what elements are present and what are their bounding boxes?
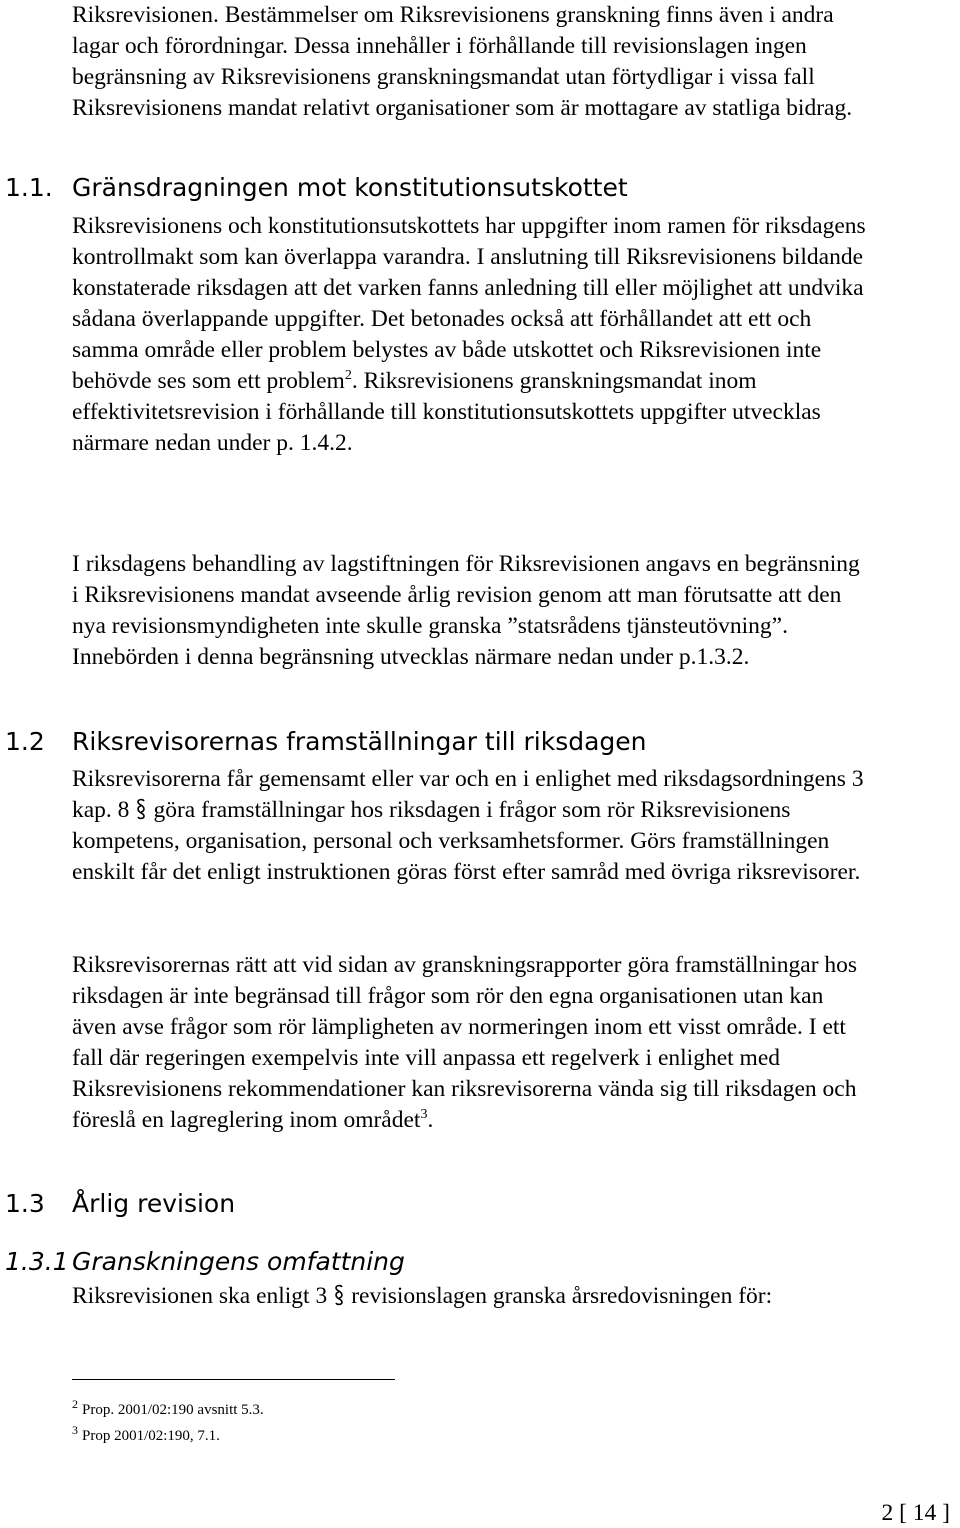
heading-1-1 — [5, 172, 628, 204]
footnote-divider — [72, 1379, 395, 1380]
footnote-text: Prop. 2001/02:190 avsnitt 5.3. — [82, 1402, 264, 1418]
footnote-ref-3: 3 — [420, 1107, 428, 1123]
paragraph-text: Riksrevisionens och konstitutionsutskottets har uppgifter inom ramen för riksdagens kontrollmakt som kan överlappa varandra. I anslutning till Riksrevisionens bildande konstaterade riksdagen att det varken fanns anledning till eller möjlighet att undvika sådana överlappande uppgifter. Det betonades också att förhållandet att ett och samma område eller problem belystes av både utskottet och Riksrevisionen inte behövde ses som ett problem — [72, 213, 866, 394]
heading-title: Årlig revision — [72, 1189, 236, 1218]
heading-1-3 — [5, 1188, 235, 1220]
heading-number: 1.1. — [5, 173, 53, 202]
paragraph-text: Riksrevisorernas rätt att vid sidan av granskningsrapporter göra framställningar hos riksdagen är inte begränsad till frågor som rör den egna organisationen utan kan även avse frågor som rör lämpligheten av normeringen inom ett visst område. I ett fall där regeringen exempelvis inte vill anpassa ett regelverk i enlighet med Riksrevisionens rekommendationer kan riksrevisorerna vända sig till riksdagen och föreslå en lagreglering inom området — [72, 952, 858, 1133]
heading-number: 1.3.1 — [5, 1247, 69, 1276]
heading-title: Riksrevisorernas framställningar till riksdagen — [72, 727, 647, 756]
quoted-text: statsrådens tjänsteutövning — [517, 613, 772, 639]
page-number: 2 [ 14 ] — [881, 1500, 950, 1526]
footnote-text: Prop 2001/02:190, 7.1. — [82, 1428, 220, 1444]
paragraph-text: . Riksrevisionens granskningsmandat inom effektivitetsrevision i förhållande till konstitutionsutskottets uppgifter utvecklas närmare nedan under p. 1.4.2. — [72, 368, 821, 456]
paragraph-1-3-1 — [72, 1281, 872, 1312]
paragraph-text: . Innebörden i denna begränsning utvecklas närmare nedan under p.1.3.2. — [72, 613, 788, 670]
paragraph-text: revisionslagen granska årsredovisningen för: — [351, 1283, 773, 1309]
paragraph-text: . — [427, 1107, 434, 1133]
footnote-2 — [72, 1394, 264, 1420]
intro-paragraph: Riksrevisionen. Bestämmelser om Riksrevisionens granskning finns även i andra lagar och förordningar. Dessa innehåller i förhållande till revisionslagen ingen begränsning av Riksrevisionens granskningsmandat utan förtydligar i vissa fall Riksrevisionens mandat relativt organisationer som är mottagare av statliga bidrag. — [72, 2, 853, 121]
heading-title: Granskningens omfattning — [72, 1247, 405, 1276]
quote-mark: ” — [507, 613, 518, 639]
paragraph-text: göra framställningar hos riksdagen i frågor som rör Riksrevisionens kompetens, organisation, personal och verksamhetsformer. Görs framställningen enskilt får det enligt instruktionen göras först efter samråd med övriga riksrevisorer. — [72, 797, 861, 885]
heading-number: 1.3 — [5, 1189, 45, 1218]
paragraph-1-1-a — [72, 211, 872, 459]
footnote-mark: 3 — [72, 1423, 78, 1437]
paragraph-text: Riksrevisionen ska enligt 3 — [72, 1283, 328, 1309]
section-sign-icon — [133, 797, 149, 821]
heading-1-3-1 — [5, 1246, 405, 1278]
footnote-3 — [72, 1420, 220, 1446]
heading-1-2 — [5, 726, 647, 758]
heading-number: 1.2 — [5, 727, 45, 756]
paragraph-1-1-b — [72, 549, 872, 673]
paragraph-text: I riksdagens behandling av lagstiftningen för Riksrevisionen angavs en begränsning i Riksrevisionens mandat avseende årlig revision genom att man förutsatte att den nya revisionsmyndigheten inte skulle granska — [72, 551, 860, 639]
section-sign-icon — [331, 1283, 347, 1307]
heading-title: Gränsdragningen mot konstitutionsutskottet — [72, 173, 628, 202]
paragraph-1-2-b — [72, 950, 872, 1136]
paragraph-text: Riksrevisorerna får gemensamt eller var och en i enlighet med riksdagsordningens 3 kap. 8 — [72, 766, 864, 823]
paragraph-1-2-a — [72, 764, 872, 888]
footnote-mark: 2 — [72, 1397, 78, 1411]
quote-mark: ” — [771, 613, 783, 639]
footnote-ref-2: 2 — [344, 368, 352, 384]
